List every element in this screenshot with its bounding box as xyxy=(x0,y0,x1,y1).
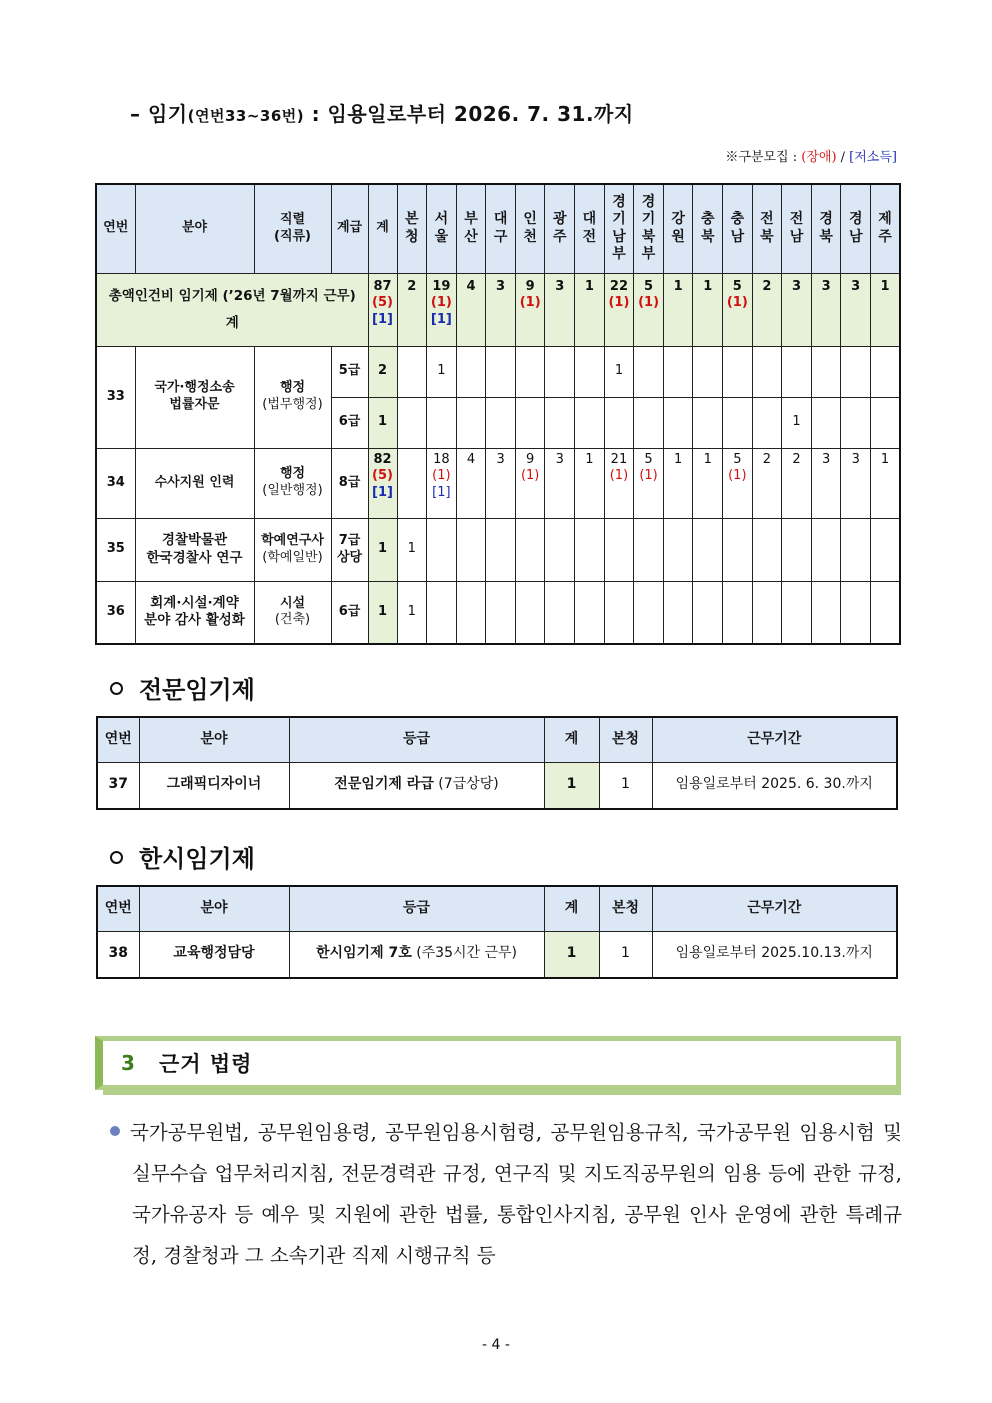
row-total: 1 xyxy=(368,581,397,644)
total-label: 총액인건비 임기제 (’26년 7월까지 근무) 계 xyxy=(96,273,368,346)
row-no: 36 xyxy=(96,581,135,644)
region-count xyxy=(752,581,782,644)
region-count: 1 xyxy=(693,273,723,346)
region-count xyxy=(397,448,427,518)
region-count: 3 xyxy=(841,448,871,518)
col-region: 전 북 xyxy=(752,184,782,273)
region-count xyxy=(634,397,664,448)
col-region: 본 청 xyxy=(397,184,427,273)
region-count: 2 xyxy=(397,273,427,346)
row-total: 1 xyxy=(544,762,599,809)
region-count xyxy=(841,397,871,448)
table-header-row xyxy=(96,184,900,273)
region-count xyxy=(427,397,457,448)
row-grade: 전문임기제 라급 (7급상당) xyxy=(289,762,544,809)
region-count xyxy=(663,346,693,397)
region-count: 1 xyxy=(782,397,812,448)
col-position: 직렬 (직류) xyxy=(254,184,331,273)
row-grade: 8급 xyxy=(331,448,368,518)
section-number: 3 xyxy=(121,1051,135,1075)
row-period: 임용일로부터 2025. 6. 30.까지 xyxy=(652,762,897,809)
temporary-term-table xyxy=(96,885,898,979)
row-hq: 1 xyxy=(599,762,652,809)
row-total: 1 xyxy=(368,518,397,581)
table-row xyxy=(97,762,897,809)
col-grade: 등급 xyxy=(289,886,544,931)
region-count xyxy=(427,518,457,581)
row-position: 시설 (건축) xyxy=(254,581,331,644)
col-region: 대 전 xyxy=(575,184,605,273)
expert-term-title: 전문임기제 xyxy=(110,670,255,705)
region-count xyxy=(723,518,753,581)
row-total: 82 (5) [1] xyxy=(368,448,397,518)
region-count xyxy=(663,518,693,581)
row-hq: 1 xyxy=(599,931,652,978)
region-count xyxy=(752,518,782,581)
row-period: 임용일로부터 2025.10.13.까지 xyxy=(652,931,897,978)
region-count: 4 xyxy=(456,273,486,346)
region-count xyxy=(811,581,841,644)
region-count: 1 xyxy=(663,273,693,346)
row-field: 교육행정담당 xyxy=(139,931,289,978)
region-count: 3 xyxy=(841,273,871,346)
row-grade: 6급 xyxy=(331,581,368,644)
region-count xyxy=(811,397,841,448)
col-region: 충 남 xyxy=(723,184,753,273)
region-count xyxy=(575,346,605,397)
region-count xyxy=(723,346,753,397)
section-title: 근거 법령 xyxy=(159,1052,253,1076)
region-count: 3 xyxy=(782,273,812,346)
expert-term-table xyxy=(96,716,898,810)
term-positions-table xyxy=(95,183,901,645)
col-field: 분야 xyxy=(139,717,289,762)
region-count: 1 xyxy=(604,346,634,397)
col-field: 분야 xyxy=(139,886,289,931)
region-count: 4 xyxy=(456,448,486,518)
col-region: 경 남 xyxy=(841,184,871,273)
region-count xyxy=(693,518,723,581)
region-count: 22 (1) xyxy=(604,273,634,346)
col-total: 계 xyxy=(368,184,397,273)
region-count: 9 (1) xyxy=(515,448,545,518)
region-count xyxy=(782,581,812,644)
region-count: 3 xyxy=(545,273,575,346)
region-count xyxy=(486,397,516,448)
region-count xyxy=(871,518,901,581)
circle-bullet-icon xyxy=(110,851,123,864)
region-count xyxy=(515,346,545,397)
col-hq: 본청 xyxy=(599,886,652,931)
col-region: 부 산 xyxy=(456,184,486,273)
col-region: 강 원 xyxy=(663,184,693,273)
total-row xyxy=(96,273,900,346)
col-region: 제 주 xyxy=(871,184,901,273)
row-no: 33 xyxy=(96,346,135,448)
row-no: 35 xyxy=(96,518,135,581)
row-total: 1 xyxy=(368,397,397,448)
col-region: 인 천 xyxy=(515,184,545,273)
region-count: 5 (1) xyxy=(723,273,753,346)
region-count: 3 xyxy=(486,273,516,346)
bullet-dot-icon xyxy=(110,1126,120,1136)
recruitment-legend: ※구분모집 : (장애) / [저소득] xyxy=(725,150,897,165)
region-count xyxy=(693,581,723,644)
legal-basis-section-header xyxy=(95,1036,901,1090)
region-count: 1 xyxy=(575,273,605,346)
col-region: 경 북 xyxy=(811,184,841,273)
row-no: 34 xyxy=(96,448,135,518)
region-count: 3 xyxy=(811,448,841,518)
region-count: 5 (1) xyxy=(634,273,664,346)
col-region: 광 주 xyxy=(545,184,575,273)
col-period: 근무기간 xyxy=(652,717,897,762)
col-hq: 본청 xyxy=(599,717,652,762)
region-count xyxy=(515,581,545,644)
col-no: 연번 xyxy=(97,886,139,931)
col-field: 분야 xyxy=(135,184,254,273)
region-count xyxy=(604,397,634,448)
row-grade: 7급 상당 xyxy=(331,518,368,581)
region-count xyxy=(871,581,901,644)
table-row xyxy=(96,448,900,518)
region-count xyxy=(397,346,427,397)
region-count: 1 xyxy=(575,448,605,518)
region-count xyxy=(693,346,723,397)
region-count xyxy=(811,518,841,581)
region-count xyxy=(545,346,575,397)
region-count xyxy=(782,518,812,581)
table-row xyxy=(96,518,900,581)
region-count xyxy=(723,581,753,644)
region-count xyxy=(545,581,575,644)
region-count: 5 (1) xyxy=(634,448,664,518)
region-count xyxy=(575,581,605,644)
col-no: 연번 xyxy=(96,184,135,273)
region-count xyxy=(545,518,575,581)
region-count xyxy=(456,346,486,397)
col-no: 연번 xyxy=(97,717,139,762)
region-count xyxy=(575,397,605,448)
row-field: 국가·행정소송 법률자문 xyxy=(135,346,254,448)
region-count xyxy=(486,581,516,644)
total-sum: 87 (5) [1] xyxy=(368,273,397,346)
region-count: 3 xyxy=(811,273,841,346)
region-count xyxy=(723,397,753,448)
region-count xyxy=(397,397,427,448)
col-region: 대 구 xyxy=(486,184,516,273)
col-total: 계 xyxy=(544,886,599,931)
region-count xyxy=(515,518,545,581)
region-count xyxy=(841,581,871,644)
region-count xyxy=(634,518,664,581)
region-count xyxy=(515,397,545,448)
region-count xyxy=(456,518,486,581)
row-field: 경찰박물관 한국경찰사 연구 xyxy=(135,518,254,581)
circle-bullet-icon xyxy=(110,682,123,695)
row-position: 학예연구사 (학예일반) xyxy=(254,518,331,581)
region-count xyxy=(841,518,871,581)
region-count xyxy=(634,581,664,644)
table-row xyxy=(97,931,897,978)
region-count xyxy=(486,518,516,581)
row-position: 행정 (일반행정) xyxy=(254,448,331,518)
region-count xyxy=(752,346,782,397)
region-count xyxy=(782,346,812,397)
region-count: 3 xyxy=(545,448,575,518)
row-field: 수사지원 인력 xyxy=(135,448,254,518)
region-count xyxy=(752,397,782,448)
row-grade: 5급 xyxy=(331,346,368,397)
region-count xyxy=(634,346,664,397)
temporary-term-title: 한시임기제 xyxy=(110,839,255,874)
region-count xyxy=(663,397,693,448)
region-count: 9 (1) xyxy=(515,273,545,346)
region-count xyxy=(545,397,575,448)
region-count xyxy=(871,346,901,397)
region-count xyxy=(456,397,486,448)
legal-basis-text: 국가공무원법, 공무원임용령, 공무원임용시험령, 공무원임용규칙, 국가공무원 임용시험 및 실무수습 업무처리지침, 전문경력관 규정, 연구직 및 지도직공무원의 임용 등에 관한 규정, 국가유공자 등 예우 및 지원에 관한 법률, 통합인사지침, 공무원 인사 운영에 관한 특례규정, 경찰청과 그 소속기관 직제 시행규칙 등 xyxy=(110,1112,902,1276)
region-count: 5 (1) xyxy=(723,448,753,518)
region-count: 19 (1) [1] xyxy=(427,273,457,346)
region-count xyxy=(841,346,871,397)
table-row xyxy=(96,346,900,397)
col-region: 경 기 남 부 xyxy=(604,184,634,273)
col-grade: 계급 xyxy=(331,184,368,273)
region-count xyxy=(456,581,486,644)
appointment-term-heading: – 임기(연번33~36번) : 임용일로부터 2026. 7. 31.까지 xyxy=(130,102,634,126)
col-grade: 등급 xyxy=(289,717,544,762)
row-position: 행정 (법무행정) xyxy=(254,346,331,448)
region-count: 2 xyxy=(752,448,782,518)
col-period: 근무기간 xyxy=(652,886,897,931)
row-total: 1 xyxy=(544,931,599,978)
region-count: 3 xyxy=(486,448,516,518)
col-region: 전 남 xyxy=(782,184,812,273)
page-number: - 4 - xyxy=(482,1337,510,1353)
col-region: 충 북 xyxy=(693,184,723,273)
region-count xyxy=(486,346,516,397)
region-count: 1 xyxy=(427,346,457,397)
region-count xyxy=(693,397,723,448)
table-row xyxy=(96,581,900,644)
region-count: 1 xyxy=(871,448,901,518)
row-field: 회계·시설·계약 분야 감사 활성화 xyxy=(135,581,254,644)
region-count xyxy=(811,346,841,397)
region-count: 21 (1) xyxy=(604,448,634,518)
region-count xyxy=(604,581,634,644)
row-no: 37 xyxy=(97,762,139,809)
region-count: 2 xyxy=(782,448,812,518)
region-count: 2 xyxy=(752,273,782,346)
col-region: 서 울 xyxy=(427,184,457,273)
region-count: 1 xyxy=(397,581,427,644)
row-grade: 6급 xyxy=(331,397,368,448)
region-count xyxy=(427,581,457,644)
row-no: 38 xyxy=(97,931,139,978)
region-count xyxy=(871,397,901,448)
region-count: 1 xyxy=(397,518,427,581)
region-count xyxy=(663,581,693,644)
col-total: 계 xyxy=(544,717,599,762)
region-count: 1 xyxy=(693,448,723,518)
region-count xyxy=(604,518,634,581)
col-region: 경 기 북 부 xyxy=(634,184,664,273)
row-grade: 한시임기제 7호 (주35시간 근무) xyxy=(289,931,544,978)
region-count: 1 xyxy=(663,448,693,518)
region-count: 18 (1) [1] xyxy=(427,448,457,518)
region-count: 1 xyxy=(871,273,901,346)
row-total: 2 xyxy=(368,346,397,397)
row-field: 그래픽디자이너 xyxy=(139,762,289,809)
region-count xyxy=(575,518,605,581)
